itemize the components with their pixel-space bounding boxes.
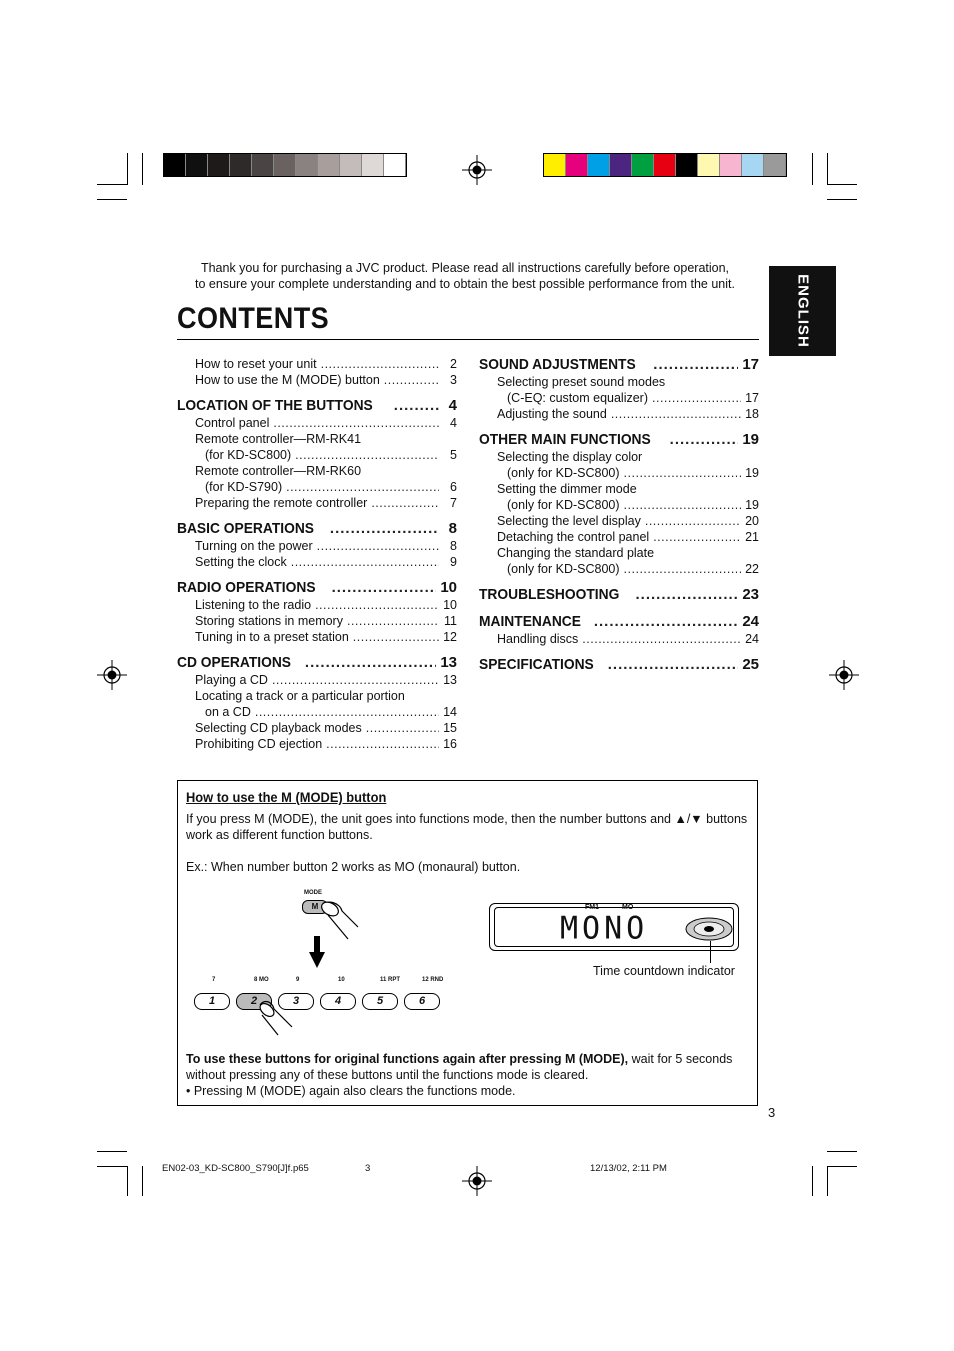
toc-entry-page: 10 [443,598,457,612]
color-swatch [742,154,764,176]
toc-entry-page: 16 [443,737,457,751]
crop-mark [827,199,857,200]
toc-entry [177,704,457,720]
color-swatch [208,154,230,176]
toc-heading-page: 10 [440,579,457,596]
toc-entry-label: Tuning in to a preset station [195,630,349,644]
toc-entry-page: 24 [745,632,759,646]
toc-entry [479,374,759,390]
toc-heading [479,431,759,449]
leader-dots [317,538,439,554]
toc-entry-page: 17 [745,391,759,405]
toc-entry-label: on a CD [205,705,251,719]
toc-entry [479,406,759,422]
color-swatch [588,154,610,176]
color-swatch [544,154,566,176]
toc-heading-label: SPECIFICATIONS [479,656,594,673]
crop-mark [142,1166,143,1196]
toc-entry [177,479,457,495]
crop-mark [97,1151,127,1152]
toc-entry-page: 8 [450,539,457,553]
toc-heading-page: 17 [742,356,759,373]
process-color-bar [543,153,787,177]
toc-entry [177,688,457,704]
toc-entry-label: (only for KD-SC800) [507,466,620,480]
toc-entry [177,431,457,447]
leader-dots [332,579,437,597]
color-swatch [654,154,676,176]
box-paragraph: If you press M (MODE), the unit goes into functions mode, then the number buttons and ▲/▼ buttons work as different function buttons. [186,812,748,842]
toc-entry [177,597,457,613]
intro-text [170,260,760,292]
toc-entry-label: Selecting the display color [497,450,643,464]
toc-entry [479,449,759,465]
leader-dots [353,629,439,645]
toc-entry [177,672,457,688]
registration-mark-icon [97,660,127,690]
crop-mark [97,1166,127,1167]
leader-dots [653,356,738,374]
toc-heading [177,520,457,538]
crop-mark [827,1151,857,1152]
leader-dots [366,720,439,736]
leader-dots [286,479,439,495]
leader-dots [330,520,439,538]
toc-entry [177,463,457,479]
function-label: 11 RPT [380,977,401,983]
leader-dots [371,495,439,511]
leader-dots [624,497,741,513]
color-swatch [698,154,720,176]
crop-mark [97,184,127,185]
toc-entry [177,554,457,570]
toc-entry-page: 19 [745,498,759,512]
language-tab-label: ENGLISH [794,274,811,348]
toc-entry-page: 11 [444,614,457,628]
function-label: 10 [338,977,345,983]
number-button-3: 3 [278,993,314,1010]
toc-entry [479,545,759,561]
toc-heading-label: OTHER MAIN FUNCTIONS [479,431,651,448]
toc-entry-label: Preparing the remote controller [195,496,368,510]
toc-entry [177,356,457,372]
box-note-bold: To use these buttons for original functions again after pressing M (MODE), [186,1052,629,1066]
leader-dots [645,513,741,529]
leader-dots [608,656,739,674]
toc-heading-label: LOCATION OF THE BUTTONS [177,397,373,414]
toc-heading [177,397,457,415]
toc-entry-label: Playing a CD [195,673,268,687]
toc-entry-label: (for KD-S790) [205,480,283,494]
leader-dots [624,465,741,481]
down-arrow-icon [309,936,325,968]
toc-entry [177,372,457,388]
toc-entry-label: Setting the dimmer mode [497,482,637,496]
toc-left-column [177,356,457,752]
toc-entry [479,465,759,481]
toc-entry-page: 6 [450,480,457,494]
function-label: 9 [296,977,300,983]
leader-dots [611,406,741,422]
box-note-rest: wait for 5 seconds without pressing any of these buttons until the functions mode is cleared. [186,1052,733,1082]
crop-mark [127,1166,128,1196]
crop-mark [142,153,143,185]
function-label: 12 RND [422,977,444,983]
crop-mark [827,1166,857,1167]
number-button-6: 6 [404,993,440,1010]
toc-heading-page: 23 [742,586,759,603]
color-swatch [610,154,632,176]
toc-entry-label: (only for KD-SC800) [507,498,620,512]
toc-entry [479,390,759,406]
registration-mark-icon [462,155,492,185]
number-button-4: 4 [320,993,356,1010]
toc-heading-label: SOUND ADJUSTMENTS [479,356,636,373]
toc-entry-page: 12 [443,630,457,644]
toc-entry-label: Selecting CD playback modes [195,721,362,735]
display-mo-indicator: MO [622,904,634,911]
leader-dots [295,447,439,463]
leader-dots [384,372,439,388]
registration-mark-icon [462,1166,492,1196]
toc-entry-label: Selecting preset sound modes [497,375,666,389]
toc-heading-page: 13 [440,654,457,671]
toc-heading-page: 19 [742,431,759,448]
color-swatch [274,154,296,176]
color-swatch [566,154,588,176]
toc-entry-page: 4 [450,416,457,430]
color-swatch [318,154,340,176]
toc-entry-label: How to reset your unit [195,357,317,371]
toc-entry [177,415,457,431]
page-title: CONTENTS [177,302,330,335]
crop-mark [827,1166,828,1196]
toc-heading [177,579,457,597]
toc-entry-label: Remote controller—RM-RK41 [195,432,362,446]
crop-mark [812,1166,813,1196]
toc-heading-page: 24 [742,613,759,630]
toc-entry-label: Listening to the radio [195,598,312,612]
leader-dots [636,586,739,604]
toc-heading-label: RADIO OPERATIONS [177,579,316,596]
crop-mark [127,153,128,185]
toc-entry-page: 21 [745,530,759,544]
toc-entry [479,481,759,497]
box-title: How to use the M (MODE) button [186,789,387,805]
toc-entry-label: Adjusting the sound [497,407,607,421]
toc-entry [177,720,457,736]
toc-entry-label: Storing stations in memory [195,614,343,628]
toc-entry [479,529,759,545]
toc-entry-label: Setting the clock [195,555,287,569]
toc-entry-label: Handling discs [497,632,579,646]
toc-entry [479,631,759,647]
toc-heading-label: CD OPERATIONS [177,654,291,671]
mode-key-text: M [311,902,319,911]
title-divider [177,339,759,340]
footer-page: 3 [365,1163,371,1174]
toc-entry-label: Selecting the level display [497,514,641,528]
leader-dots [315,597,439,613]
color-swatch [252,154,274,176]
toc-entry [479,561,759,577]
finger-icon [256,999,296,1039]
toc-entry [177,613,457,629]
toc-entry [479,513,759,529]
countdown-leader-line [710,941,711,963]
toc-entry-page: 3 [450,373,457,387]
toc-entry-page: 2 [450,357,457,371]
function-label: 8 MO [254,977,269,983]
leader-dots [624,561,741,577]
number-button-2: 2 [236,993,272,1010]
countdown-indicator-icon [684,915,734,943]
mode-button-box [177,780,758,1106]
color-swatch [632,154,654,176]
grayscale-color-bar [163,153,407,177]
toc-heading-label: TROUBLESHOOTING [479,586,620,603]
leader-dots [273,415,439,431]
display-band: FM1 [585,904,599,911]
toc-entry-label: (only for KD-SC800) [507,562,620,576]
finger-icon [318,897,368,947]
toc-entry-label: Remote controller—RM-RK60 [195,464,362,478]
leader-dots [394,397,439,415]
toc-entry-page: 13 [443,673,457,687]
crop-mark [827,153,828,185]
number-button-5: 5 [362,993,398,1010]
toc-heading [479,586,759,604]
toc-heading [177,654,457,672]
box-bullet: • Pressing M (MODE) again also clears the functions mode. [186,1084,516,1098]
toc-entry-label: Control panel [195,416,270,430]
toc-entry-page: 14 [443,705,457,719]
toc-entry [177,736,457,752]
leader-dots [347,613,439,629]
mode-key-label: MODE [304,890,322,896]
toc-entry-page: 18 [745,407,759,421]
color-swatch [340,154,362,176]
toc-right-column [479,356,759,674]
box-note [186,1051,751,1083]
toc-entry [177,495,457,511]
color-swatch [720,154,742,176]
toc-heading-page: 8 [448,520,457,537]
toc-entry-label: Turning on the power [195,539,313,553]
leader-dots [594,613,738,631]
toc-entry-label: (C-EQ: custom equalizer) [507,391,649,405]
leader-dots [321,356,439,372]
function-label: 7 [212,977,216,983]
toc-entry-page: 22 [745,562,759,576]
toc-entry-label: Detaching the control panel [497,530,650,544]
toc-entry-page: 5 [450,448,457,462]
crop-mark [827,184,857,185]
box-example: Ex.: When number button 2 works as MO (monaural) button. [186,860,521,874]
number-button-1: 1 [194,993,230,1010]
leader-dots [291,554,439,570]
toc-heading-page: 4 [448,397,457,414]
toc-heading [479,613,759,631]
color-swatch [186,154,208,176]
toc-heading [479,656,759,674]
color-swatch [296,154,318,176]
leader-dots [326,736,439,752]
leader-dots [272,672,439,688]
color-swatch [764,154,786,176]
countdown-label: Time countdown indicator [593,964,735,978]
display-text: MONO [560,910,649,947]
toc-entry-label: How to use the M (MODE) button [195,373,380,387]
intro-line: Thank you for purchasing a JVC product. Please read all instructions carefully before operation, [200,261,730,275]
leader-dots [652,390,741,406]
toc-heading-label: MAINTENANCE [479,613,581,630]
toc-heading-label: BASIC OPERATIONS [177,520,314,537]
color-swatch [230,154,252,176]
toc-entry [177,447,457,463]
toc-heading-page: 25 [742,656,759,673]
toc-entry-label: Prohibiting CD ejection [195,737,323,751]
color-swatch [384,154,406,176]
toc-entry-label: Changing the standard plate [497,546,655,560]
page-number: 3 [768,1105,776,1120]
toc-entry-page: 7 [450,496,457,510]
toc-entry-label: (for KD-SC800) [205,448,292,462]
color-swatch [362,154,384,176]
leader-dots [670,431,739,449]
footer-file: EN02-03_KD-SC800_S790[J]f.p65 [162,1163,309,1174]
leader-dots [305,654,436,672]
toc-entry-page: 9 [450,555,457,569]
toc-heading [479,356,759,374]
intro-line: to ensure your complete understanding and to obtain the best possible performance from the unit. [195,277,735,291]
toc-entry-page: 20 [745,514,759,528]
toc-entry [177,538,457,554]
toc-entry [479,497,759,513]
leader-dots [255,704,439,720]
color-swatch [676,154,698,176]
footer-date: 12/13/02, 2:11 PM [590,1163,667,1174]
registration-mark-icon [829,660,859,690]
toc-entry-page: 19 [745,466,759,480]
leader-dots [653,529,741,545]
crop-mark [812,153,813,185]
toc-entry [177,629,457,645]
crop-mark [97,199,127,200]
toc-entry-page: 15 [443,721,457,735]
toc-entry-label: Locating a track or a particular portion [195,689,405,703]
language-tab [769,266,836,356]
color-swatch [164,154,186,176]
leader-dots [582,631,741,647]
